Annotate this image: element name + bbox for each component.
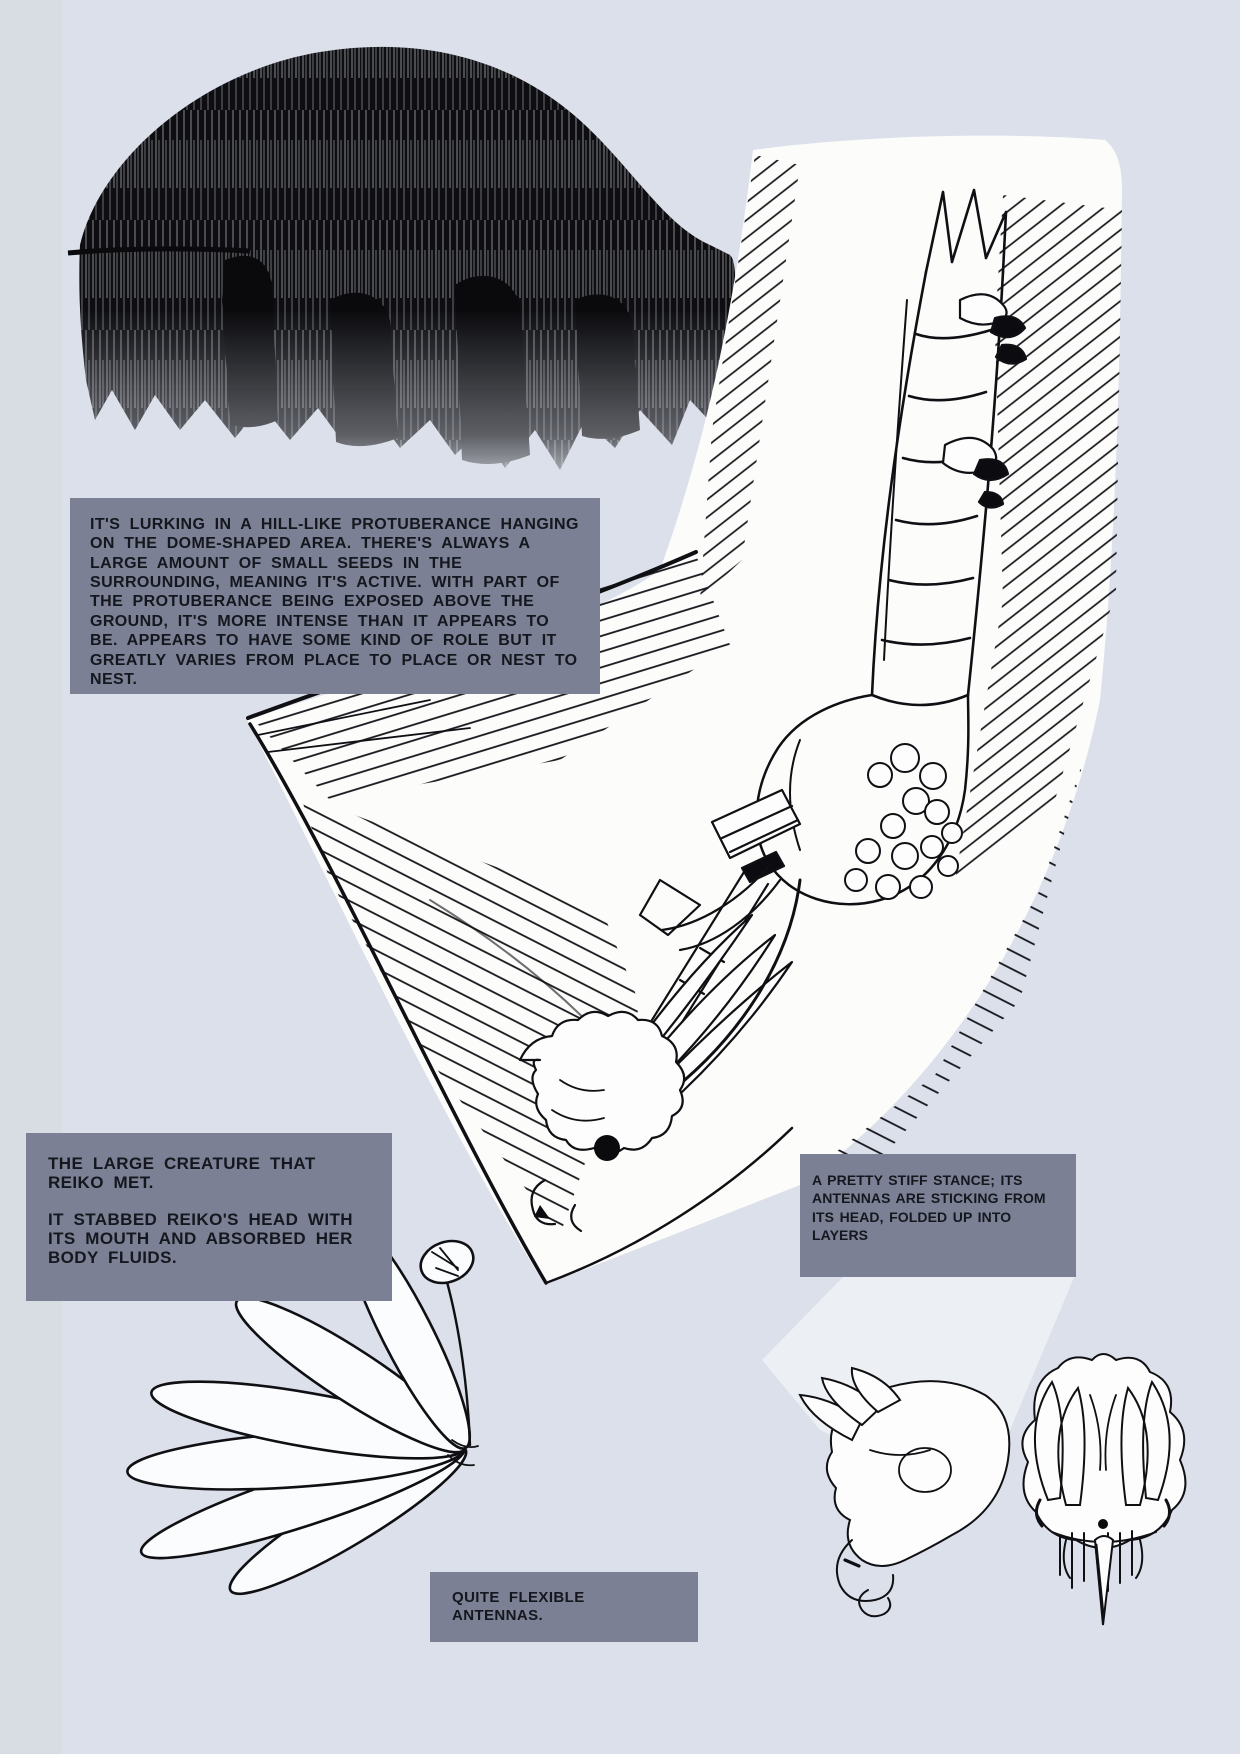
creature-eye	[594, 1135, 620, 1161]
caption-text-antennas: QUITE FLEXIBLE ANTENNAS.	[452, 1589, 585, 1624]
caption-text-creature-2: IT STABBED REIKO'S HEAD WITH ITS MOUTH AND ABSORBED HER BODY FLUIDS.	[48, 1210, 353, 1268]
caption-text-protuberance: IT'S LURKING IN A HILL-LIKE PROTUBERANCE HANGING ON THE DOME-SHAPED AREA. THERE'S ALWAYS A LARGE AMOUNT OF SMALL SEEDS IN THE SURROUNDING, MEANING IT'S ACTIVE. WITH PART OF THE PROTUBERANCE BEING EXPOSED ABOVE THE GROUND, IT'S MORE INTENSE THAN IT APPEARS TO BE. APPEARS TO HAVE SOME KIND OF ROLE BUT IT GREATLY VARIES FROM PLACE TO PLACE OR NEST TO NEST.	[90, 516, 579, 688]
caption-text-creature-1: THE LARGE CREATURE THAT REIKO MET.	[48, 1154, 316, 1193]
front-head-eye	[1098, 1519, 1108, 1529]
dome-illustration	[60, 30, 760, 490]
caption-box-antennas	[430, 1572, 698, 1642]
caption-box-protuberance	[70, 498, 600, 694]
caption-text-stance: A PRETTY STIFF STANCE; ITS ANTENNAS ARE STICKING FROM ITS HEAD, FOLDED UP INTO LAYERS	[812, 1172, 1046, 1244]
head-side-view-illustration	[800, 1368, 1009, 1616]
head-front-view-illustration	[1022, 1354, 1185, 1625]
page-edge-shade	[0, 0, 62, 1754]
caption-box-stance	[800, 1154, 1076, 1277]
caption-box-creature	[26, 1133, 392, 1301]
